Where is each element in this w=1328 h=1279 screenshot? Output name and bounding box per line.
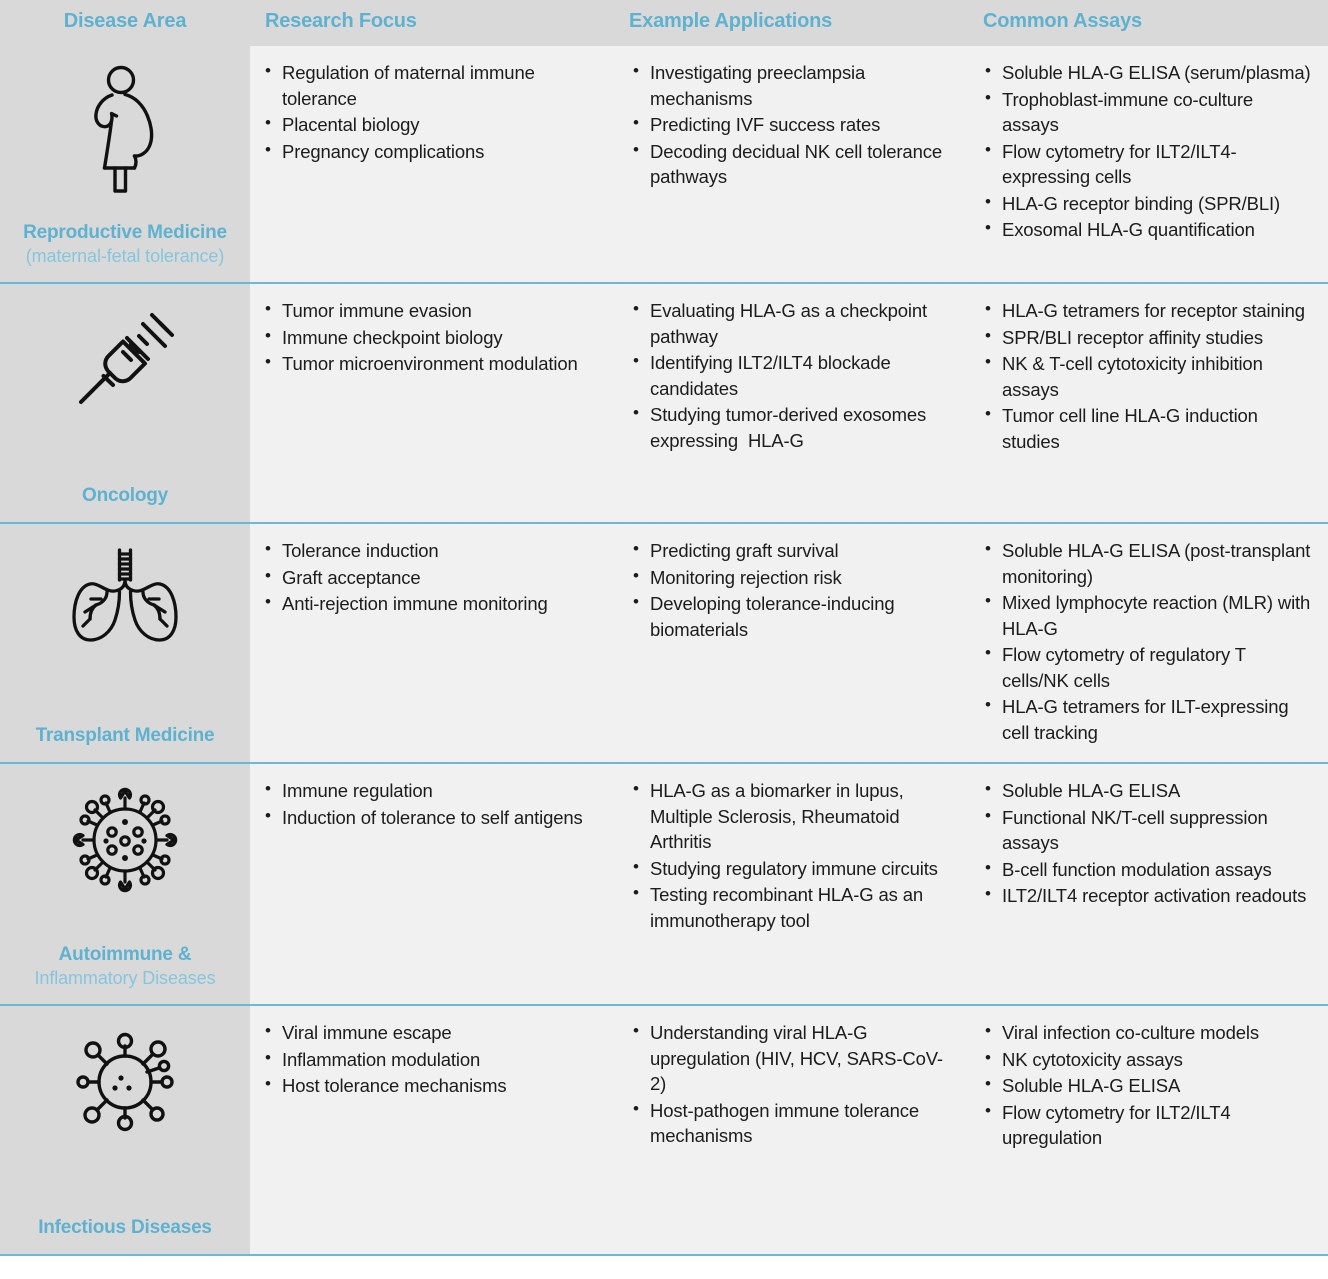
table-body bbox=[0, 46, 1328, 1256]
bullet-list bbox=[262, 1020, 604, 1099]
disease-area-subtitle: (maternal-fetal tolerance) bbox=[25, 245, 225, 266]
list-item: • Inflammation modulation bbox=[262, 1047, 604, 1073]
list-item: • Evaluating HLA-G as a checkpoint pathway bbox=[630, 298, 956, 349]
list-item: • Flow cytometry for ILT2/ILT4 upregulation bbox=[982, 1100, 1314, 1151]
cell-disease-area bbox=[0, 764, 250, 1004]
list-item: • Regulation of maternal immune tolerance bbox=[262, 60, 604, 111]
list-item: • HLA-G tetramers for receptor staining bbox=[982, 298, 1314, 324]
list-item: • Soluble HLA-G ELISA bbox=[982, 1073, 1314, 1099]
list-item: • Soluble HLA-G ELISA (serum/plasma) bbox=[982, 60, 1314, 86]
table-row bbox=[0, 764, 1328, 1006]
cell-common-assays bbox=[970, 764, 1328, 1004]
cell-research-focus bbox=[250, 524, 618, 762]
bullet-list bbox=[982, 298, 1314, 454]
virus-icon bbox=[67, 1024, 183, 1140]
list-item: • Placental biology bbox=[262, 112, 604, 138]
column-header-common-assays: Common Assays bbox=[983, 10, 1142, 32]
cell-disease-area bbox=[0, 284, 250, 522]
table-row bbox=[0, 46, 1328, 284]
list-item: • Trophoblast-immune co-culture assays bbox=[982, 87, 1314, 138]
table-header-row bbox=[0, 0, 1328, 46]
list-item: • Viral immune escape bbox=[262, 1020, 604, 1046]
bullet-list bbox=[630, 778, 956, 933]
list-item: • Tumor microenvironment modulation bbox=[262, 351, 604, 377]
list-item: • Monitoring rejection risk bbox=[630, 565, 956, 591]
list-item: • Identifying ILT2/ILT4 blockade candidates bbox=[630, 350, 956, 401]
cell-example-applications bbox=[618, 764, 970, 1004]
list-item: • SPR/BLI receptor affinity studies bbox=[982, 325, 1314, 351]
list-item: • Functional NK/T-cell suppression assays bbox=[982, 805, 1314, 856]
disease-area-label bbox=[82, 484, 168, 512]
disease-area-label bbox=[38, 1216, 212, 1244]
list-item: • Tumor cell line HLA-G induction studies bbox=[982, 403, 1314, 454]
list-item: • Immune regulation bbox=[262, 778, 604, 804]
bullet-list bbox=[262, 538, 604, 617]
list-item: • Flow cytometry for ILT2/ILT4-expressing cells bbox=[982, 139, 1314, 190]
disease-area-subtitle: Inflammatory Diseases bbox=[34, 967, 216, 988]
list-item: • Pregnancy complications bbox=[262, 139, 604, 165]
list-item: • HLA-G receptor binding (SPR/BLI) bbox=[982, 191, 1314, 217]
lungs-icon bbox=[63, 542, 187, 646]
bullet-list bbox=[262, 60, 604, 164]
syringe-icon bbox=[69, 302, 181, 414]
list-item: • HLA-G tetramers for ILT-expressing cell tracking bbox=[982, 694, 1314, 745]
cell-example-applications bbox=[618, 46, 970, 282]
list-item: • Host tolerance mechanisms bbox=[262, 1073, 604, 1099]
list-item: • Decoding decidual NK cell tolerance pathways bbox=[630, 139, 956, 190]
pregnant-woman-icon bbox=[77, 64, 173, 194]
list-item: • Exosomal HLA-G quantification bbox=[982, 217, 1314, 243]
column-header-example-applications: Example Applications bbox=[629, 10, 833, 32]
bullet-list bbox=[982, 538, 1314, 745]
cell-disease-area bbox=[0, 1006, 250, 1254]
bullet-list bbox=[262, 298, 604, 377]
list-item: • Studying tumor-derived exosomes expressing HLA-G bbox=[630, 402, 956, 453]
list-item: • Tumor immune evasion bbox=[262, 298, 604, 324]
bullet-list bbox=[982, 60, 1314, 243]
list-item: • Anti-rejection immune monitoring bbox=[262, 591, 604, 617]
list-item: • Induction of tolerance to self antigens bbox=[262, 805, 604, 831]
list-item: • Tolerance induction bbox=[262, 538, 604, 564]
cell-research-focus bbox=[250, 1006, 618, 1254]
list-item: • Predicting graft survival bbox=[630, 538, 956, 564]
list-item: • ILT2/ILT4 receptor activation readouts bbox=[982, 883, 1314, 909]
bullet-list bbox=[630, 60, 956, 190]
list-item: • Flow cytometry of regulatory T cells/NK cells bbox=[982, 642, 1314, 693]
list-item: • Predicting IVF success rates bbox=[630, 112, 956, 138]
list-item: • Soluble HLA-G ELISA (post-transplant monitoring) bbox=[982, 538, 1314, 589]
list-item: • Mixed lymphocyte reaction (MLR) with HLA-G bbox=[982, 590, 1314, 641]
bullet-list bbox=[262, 778, 604, 830]
list-item: • Investigating preeclampsia mechanisms bbox=[630, 60, 956, 111]
disease-area-name: Autoimmune & bbox=[58, 943, 192, 965]
disease-area-name: Infectious Diseases bbox=[38, 1216, 212, 1238]
bullet-list bbox=[982, 1020, 1314, 1151]
table-row bbox=[0, 1006, 1328, 1256]
list-item: • NK cytotoxicity assays bbox=[982, 1047, 1314, 1073]
cell-example-applications bbox=[618, 284, 970, 522]
disease-area-name: Transplant Medicine bbox=[35, 724, 215, 746]
list-item: • Soluble HLA-G ELISA bbox=[982, 778, 1314, 804]
bullet-list bbox=[630, 538, 956, 642]
disease-area-label bbox=[35, 943, 216, 994]
cell-research-focus bbox=[250, 46, 618, 282]
list-item: • Graft acceptance bbox=[262, 565, 604, 591]
column-header-disease-area: Disease Area bbox=[63, 10, 187, 32]
disease-area-label bbox=[36, 724, 215, 752]
list-item: • Immune checkpoint biology bbox=[262, 325, 604, 351]
list-item: • Testing recombinant HLA-G as an immunotherapy tool bbox=[630, 882, 956, 933]
cell-research-focus bbox=[250, 284, 618, 522]
disease-area-label bbox=[23, 221, 227, 272]
list-item: • Understanding viral HLA-G upregulation (HIV, HCV, SARS-CoV-2) bbox=[630, 1020, 956, 1097]
bullet-list bbox=[982, 778, 1314, 909]
bullet-list bbox=[630, 298, 956, 453]
list-item: • HLA-G as a biomarker in lupus, Multiple Sclerosis, Rheumatoid Arthritis bbox=[630, 778, 956, 855]
cell-research-focus bbox=[250, 764, 618, 1004]
table-row bbox=[0, 284, 1328, 524]
list-item: • NK & T-cell cytotoxicity inhibition assays bbox=[982, 351, 1314, 402]
cell-common-assays bbox=[970, 1006, 1328, 1254]
cell-example-applications bbox=[618, 1006, 970, 1254]
cell-disease-area bbox=[0, 524, 250, 762]
cell-common-assays bbox=[970, 46, 1328, 282]
disease-area-name: Reproductive Medicine bbox=[23, 221, 227, 243]
table-row bbox=[0, 524, 1328, 764]
column-header-research-focus: Research Focus bbox=[265, 10, 417, 32]
list-item: • Developing tolerance-inducing biomaterials bbox=[630, 591, 956, 642]
cell-common-assays bbox=[970, 524, 1328, 762]
list-item: • Studying regulatory immune circuits bbox=[630, 856, 956, 882]
cell-disease-area bbox=[0, 46, 250, 282]
cell-common-assays bbox=[970, 284, 1328, 522]
cell-example-applications bbox=[618, 524, 970, 762]
disease-area-name: Oncology bbox=[81, 484, 168, 506]
list-item: • Viral infection co-culture models bbox=[982, 1020, 1314, 1046]
list-item: • B-cell function modulation assays bbox=[982, 857, 1314, 883]
coronavirus-icon bbox=[67, 782, 183, 898]
bullet-list bbox=[630, 1020, 956, 1149]
list-item: • Host-pathogen immune tolerance mechanisms bbox=[630, 1098, 956, 1149]
